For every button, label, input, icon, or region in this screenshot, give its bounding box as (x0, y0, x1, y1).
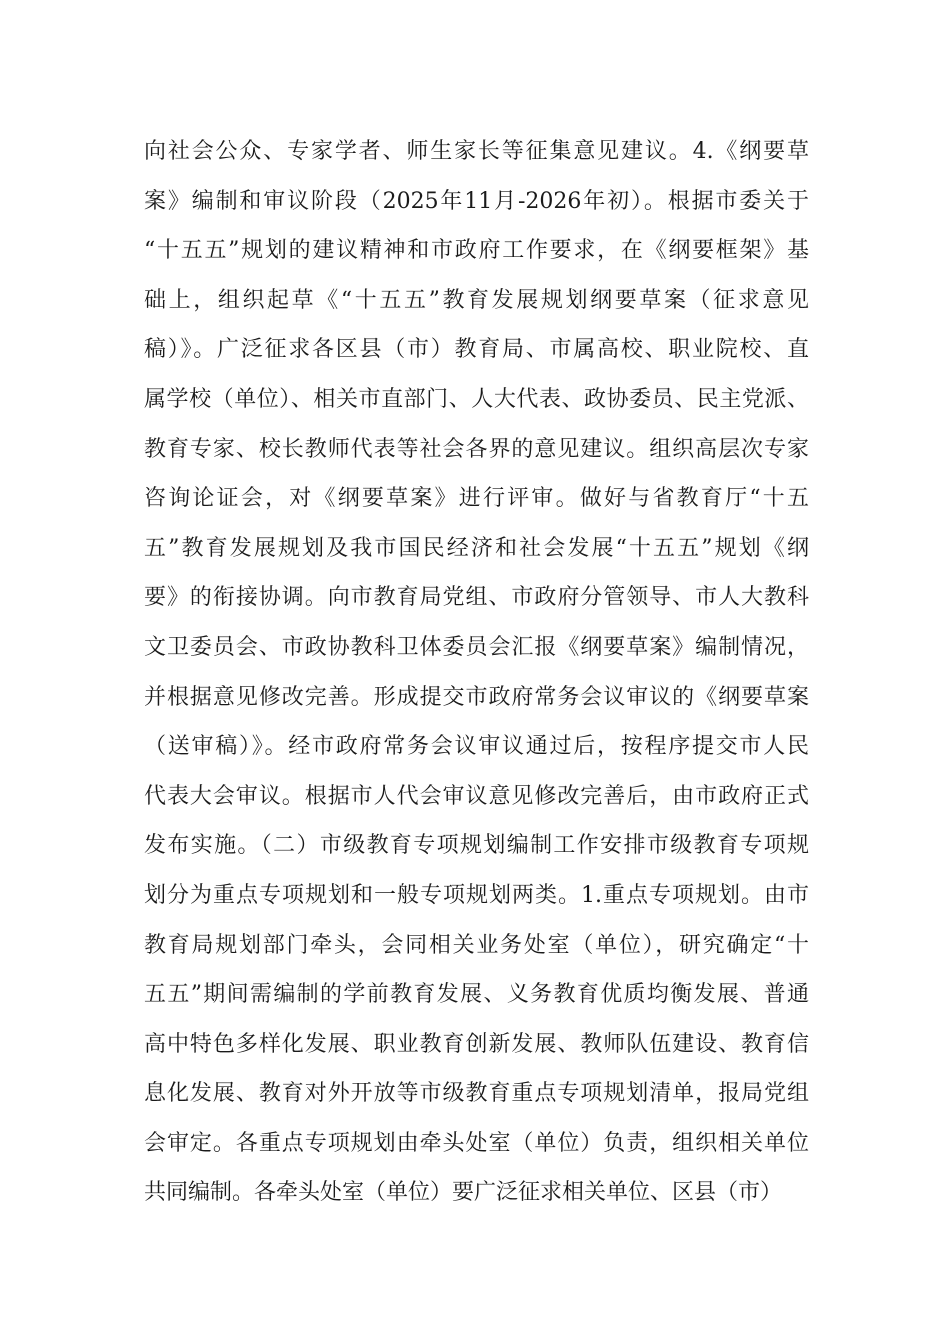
text-line: 发布实施。（二）市级教育专项规划编制工作安排市级教育专项规 (144, 833, 809, 859)
text-line: 咨询论证会，对《纲要草案》进行评审。做好与省教育厅“十五 (144, 486, 809, 512)
text-line: 高中特色多样化发展、职业教育创新发展、教师队伍建设、教育信 (144, 1031, 809, 1057)
text-line: 共同编制。各牵头处室（单位）要广泛征求相关单位、区县（市） (144, 1180, 783, 1206)
text-line: 础上，组织起草《“十五五”教育发展规划纲要草案（征求意见 (144, 287, 809, 313)
text-line: 五”教育发展规划及我市国民经济和社会发展“十五五”规划《纲 (144, 535, 809, 561)
text-line: 代表大会审议。根据市人代会审议意见修改完善后，由市政府正式 (144, 783, 809, 809)
text-line: 属学校（单位）、相关市直部门、人大代表、政协委员、民主党派、 (144, 386, 809, 412)
text-line: “十五五”规划的建议精神和市政府工作要求，在《纲要框架》基 (144, 238, 809, 264)
text-line: 要》的衔接协调。向市教育局党组、市政府分管领导、市人大教科 (144, 585, 809, 611)
text-line: 教育局规划部门牵头，会同相关业务处室（单位），研究确定“十 (144, 932, 809, 958)
text-line: 会审定。各重点专项规划由牵头处室（单位）负责，组织相关单位 (144, 1130, 809, 1156)
text-line: 划分为重点专项规划和一般专项规划两类。1.重点专项规划。由市 (144, 882, 809, 908)
text-line: 案》编制和审议阶段（2025年11月-2026年初）。根据市委关于 (144, 188, 809, 214)
body-paragraph (144, 132, 809, 1223)
text-line: 五五”期间需编制的学前教育发展、义务教育优质均衡发展、普通 (144, 982, 809, 1008)
text-line: 稿）》。广泛征求各区县（市）教育局、市属高校、职业院校、直 (144, 337, 809, 363)
text-line: 文卫委员会、市政协教科卫体委员会汇报《纲要草案》编制情况， (144, 634, 809, 660)
text-line: （送审稿）》。经市政府常务会议审议通过后，按程序提交市人民 (144, 734, 809, 760)
text-line: 并根据意见修改完善。形成提交市政府常务会议审议的《纲要草案 (144, 684, 809, 710)
text-line: 教育专家、校长教师代表等社会各界的意见建议。组织高层次专家 (144, 436, 809, 462)
text-line: 向社会公众、专家学者、师生家长等征集意见建议。4.《纲要草 (144, 139, 809, 164)
text-line: 息化发展、教育对外开放等市级教育重点专项规划清单，报局党组 (144, 1081, 809, 1107)
